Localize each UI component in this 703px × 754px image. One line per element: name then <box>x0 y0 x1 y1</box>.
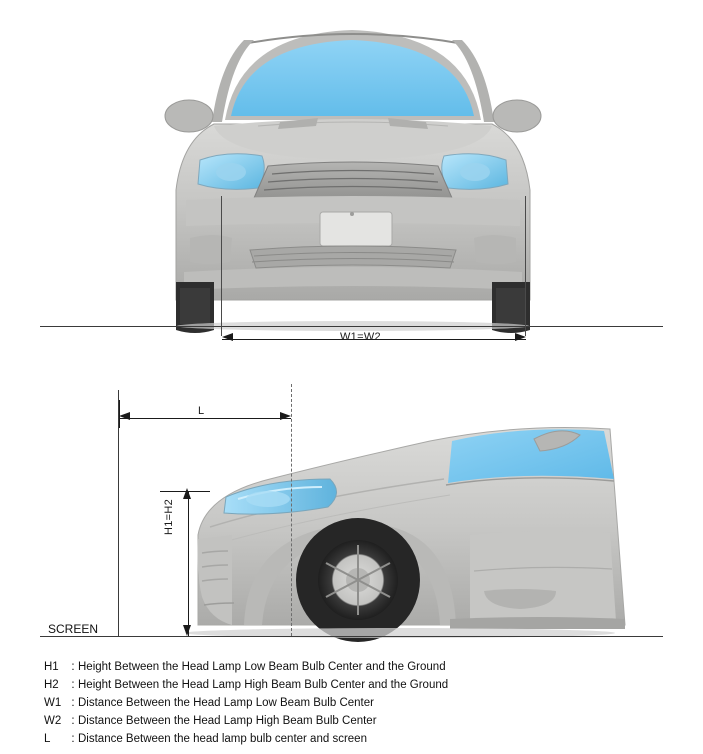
legend-separator: : <box>71 679 75 691</box>
w-dimension-arrow-right <box>515 333 526 341</box>
legend <box>44 658 664 748</box>
legend-key: W2 <box>44 715 62 727</box>
w-dimension-arrow-left <box>222 333 233 341</box>
l-dimension-line <box>119 418 291 419</box>
side-view-illustration <box>0 375 703 665</box>
right-lamp-reference-line <box>525 196 526 336</box>
legend-separator: : <box>71 697 75 709</box>
legend-item <box>44 676 664 694</box>
legend-item <box>44 694 664 712</box>
legend-item <box>44 658 664 676</box>
side-view-figure <box>0 375 703 665</box>
h-dimension-label: H1=H2 <box>163 498 175 535</box>
legend-key: H2 <box>44 679 59 691</box>
h-dimension-arrow-bottom <box>183 625 191 636</box>
legend-description: Distance Between the Head Lamp Low Beam Bulb Center <box>78 697 374 709</box>
legend-item <box>44 712 664 730</box>
legend-separator: : <box>71 661 75 673</box>
legend-separator: : <box>71 715 75 727</box>
legend-description: Height Between the Head Lamp High Beam Bulb Center and the Ground <box>78 679 449 691</box>
legend-description: Distance Between the Head Lamp High Beam Bulb Center <box>78 715 377 727</box>
front-view-figure <box>0 0 703 360</box>
legend-key: W1 <box>44 697 62 709</box>
ground-line-front-view <box>40 326 663 327</box>
l-dimension-label: L <box>198 405 205 417</box>
ground-line-side-view <box>40 636 663 637</box>
l-dimension-arrow-left <box>119 412 130 420</box>
left-lamp-reference-line <box>221 196 222 336</box>
legend-item <box>44 730 664 748</box>
legend-description: Height Between the Head Lamp Low Beam Bulb Center and the Ground <box>78 661 446 673</box>
legend-key: H1 <box>44 661 59 673</box>
screen-label: SCREEN <box>48 622 99 636</box>
legend-separator: : <box>71 733 75 745</box>
front-view-illustration <box>0 0 703 360</box>
h-dimension-arrow-top <box>183 488 191 499</box>
l-dimension-arrow-right <box>280 412 291 420</box>
w-dimension-label: W1=W2 <box>340 331 381 343</box>
license-plate <box>320 212 392 246</box>
legend-description: Distance Between the head lamp bulb center and screen <box>78 733 367 745</box>
h-dimension-line <box>188 492 189 636</box>
wheel-center-dash-line <box>291 384 292 636</box>
legend-key: L <box>44 733 51 745</box>
